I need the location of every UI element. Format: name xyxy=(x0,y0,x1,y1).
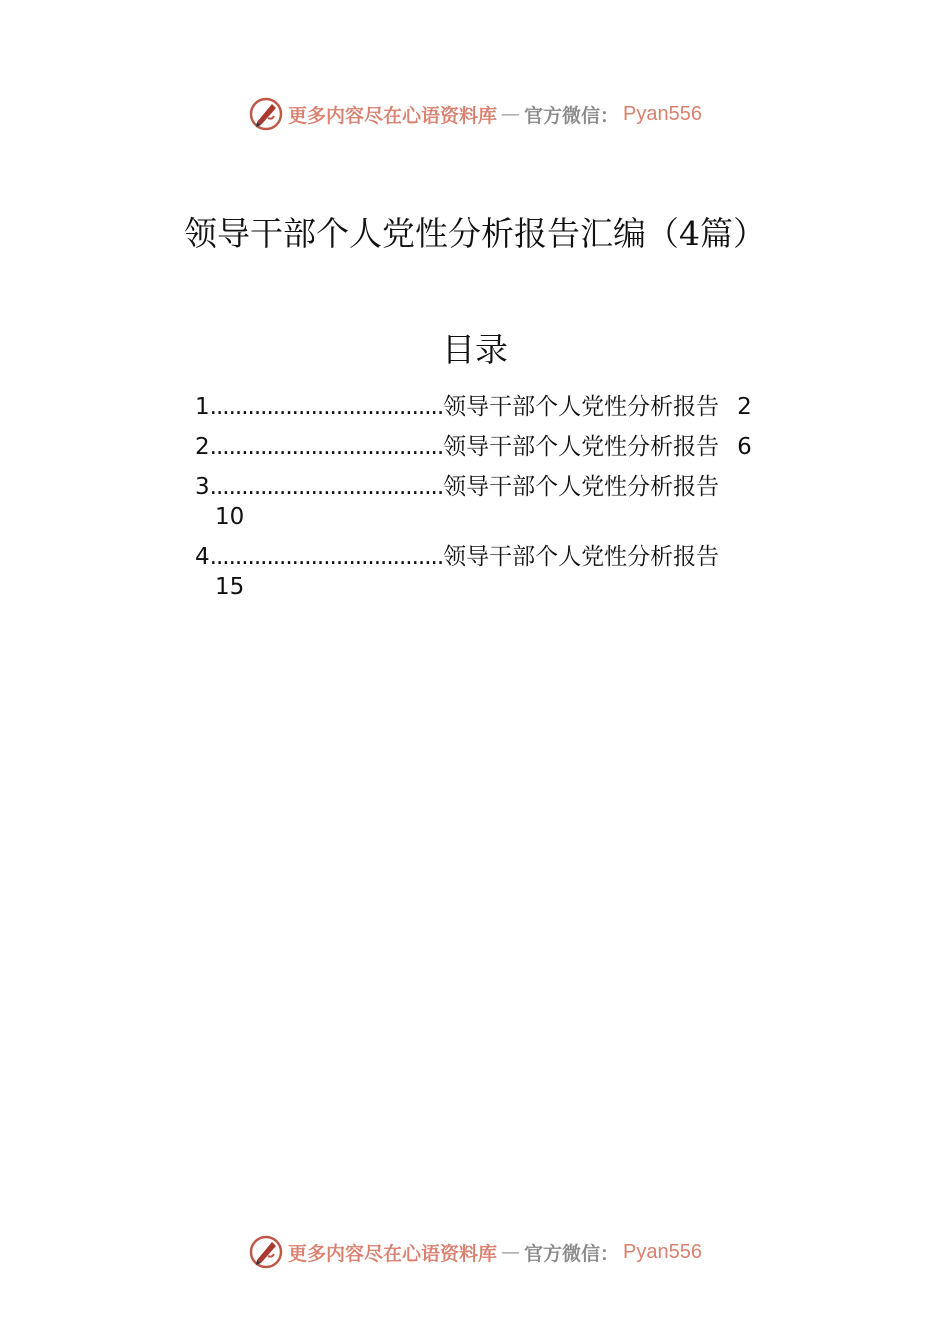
toc-entry-label: 领导干部个人党性分析报告 xyxy=(443,394,720,420)
watermark-dash: — xyxy=(501,1241,521,1263)
toc-entry-label: 领导干部个人党性分析报告 xyxy=(443,544,720,570)
toc-entry-4[interactable] xyxy=(195,542,855,602)
toc-entry-page: 2 xyxy=(737,394,752,420)
watermark-wechat-label: 官方微信： xyxy=(524,104,620,127)
watermark-wechat-id: Pyan556 xyxy=(623,102,702,125)
toc-leader-dots: ..................................... xyxy=(209,434,444,460)
header-watermark xyxy=(0,94,950,134)
toc-entry-number: 2 xyxy=(195,434,210,460)
table-of-contents xyxy=(195,392,855,612)
watermark-dash: — xyxy=(501,103,521,125)
toc-leader-dots: ..................................... xyxy=(209,394,444,420)
toc-entry-number: 1 xyxy=(195,394,210,420)
toc-entry-1[interactable] xyxy=(195,392,855,422)
footer-watermark xyxy=(0,1232,950,1272)
watermark-text: 更多内容尽在心语资料库 xyxy=(288,104,498,127)
toc-entry-label: 领导干部个人党性分析报告 xyxy=(443,474,720,500)
toc-entry-3[interactable] xyxy=(195,472,855,532)
toc-entry-number: 4 xyxy=(195,544,210,570)
toc-entry-page: 10 xyxy=(215,504,245,530)
toc-leader-dots: ..................................... xyxy=(209,544,444,570)
watermark-wechat-id: Pyan556 xyxy=(623,1240,702,1263)
toc-entry-2[interactable] xyxy=(195,432,855,462)
watermark-text: 更多内容尽在心语资料库 xyxy=(288,1242,498,1265)
toc-entry-page: 6 xyxy=(737,434,752,460)
document-title: 领导干部个人党性分析报告汇编（4篇） xyxy=(184,214,766,253)
pen-logo-icon xyxy=(248,96,284,132)
toc-entry-number: 3 xyxy=(195,474,210,500)
toc-entry-page: 15 xyxy=(215,574,245,600)
toc-leader-dots: ..................................... xyxy=(209,474,444,500)
toc-entry-label: 领导干部个人党性分析报告 xyxy=(443,434,720,460)
toc-heading: 目录 xyxy=(442,330,508,369)
pen-logo-icon xyxy=(248,1234,284,1270)
watermark-wechat-label: 官方微信： xyxy=(524,1242,620,1265)
